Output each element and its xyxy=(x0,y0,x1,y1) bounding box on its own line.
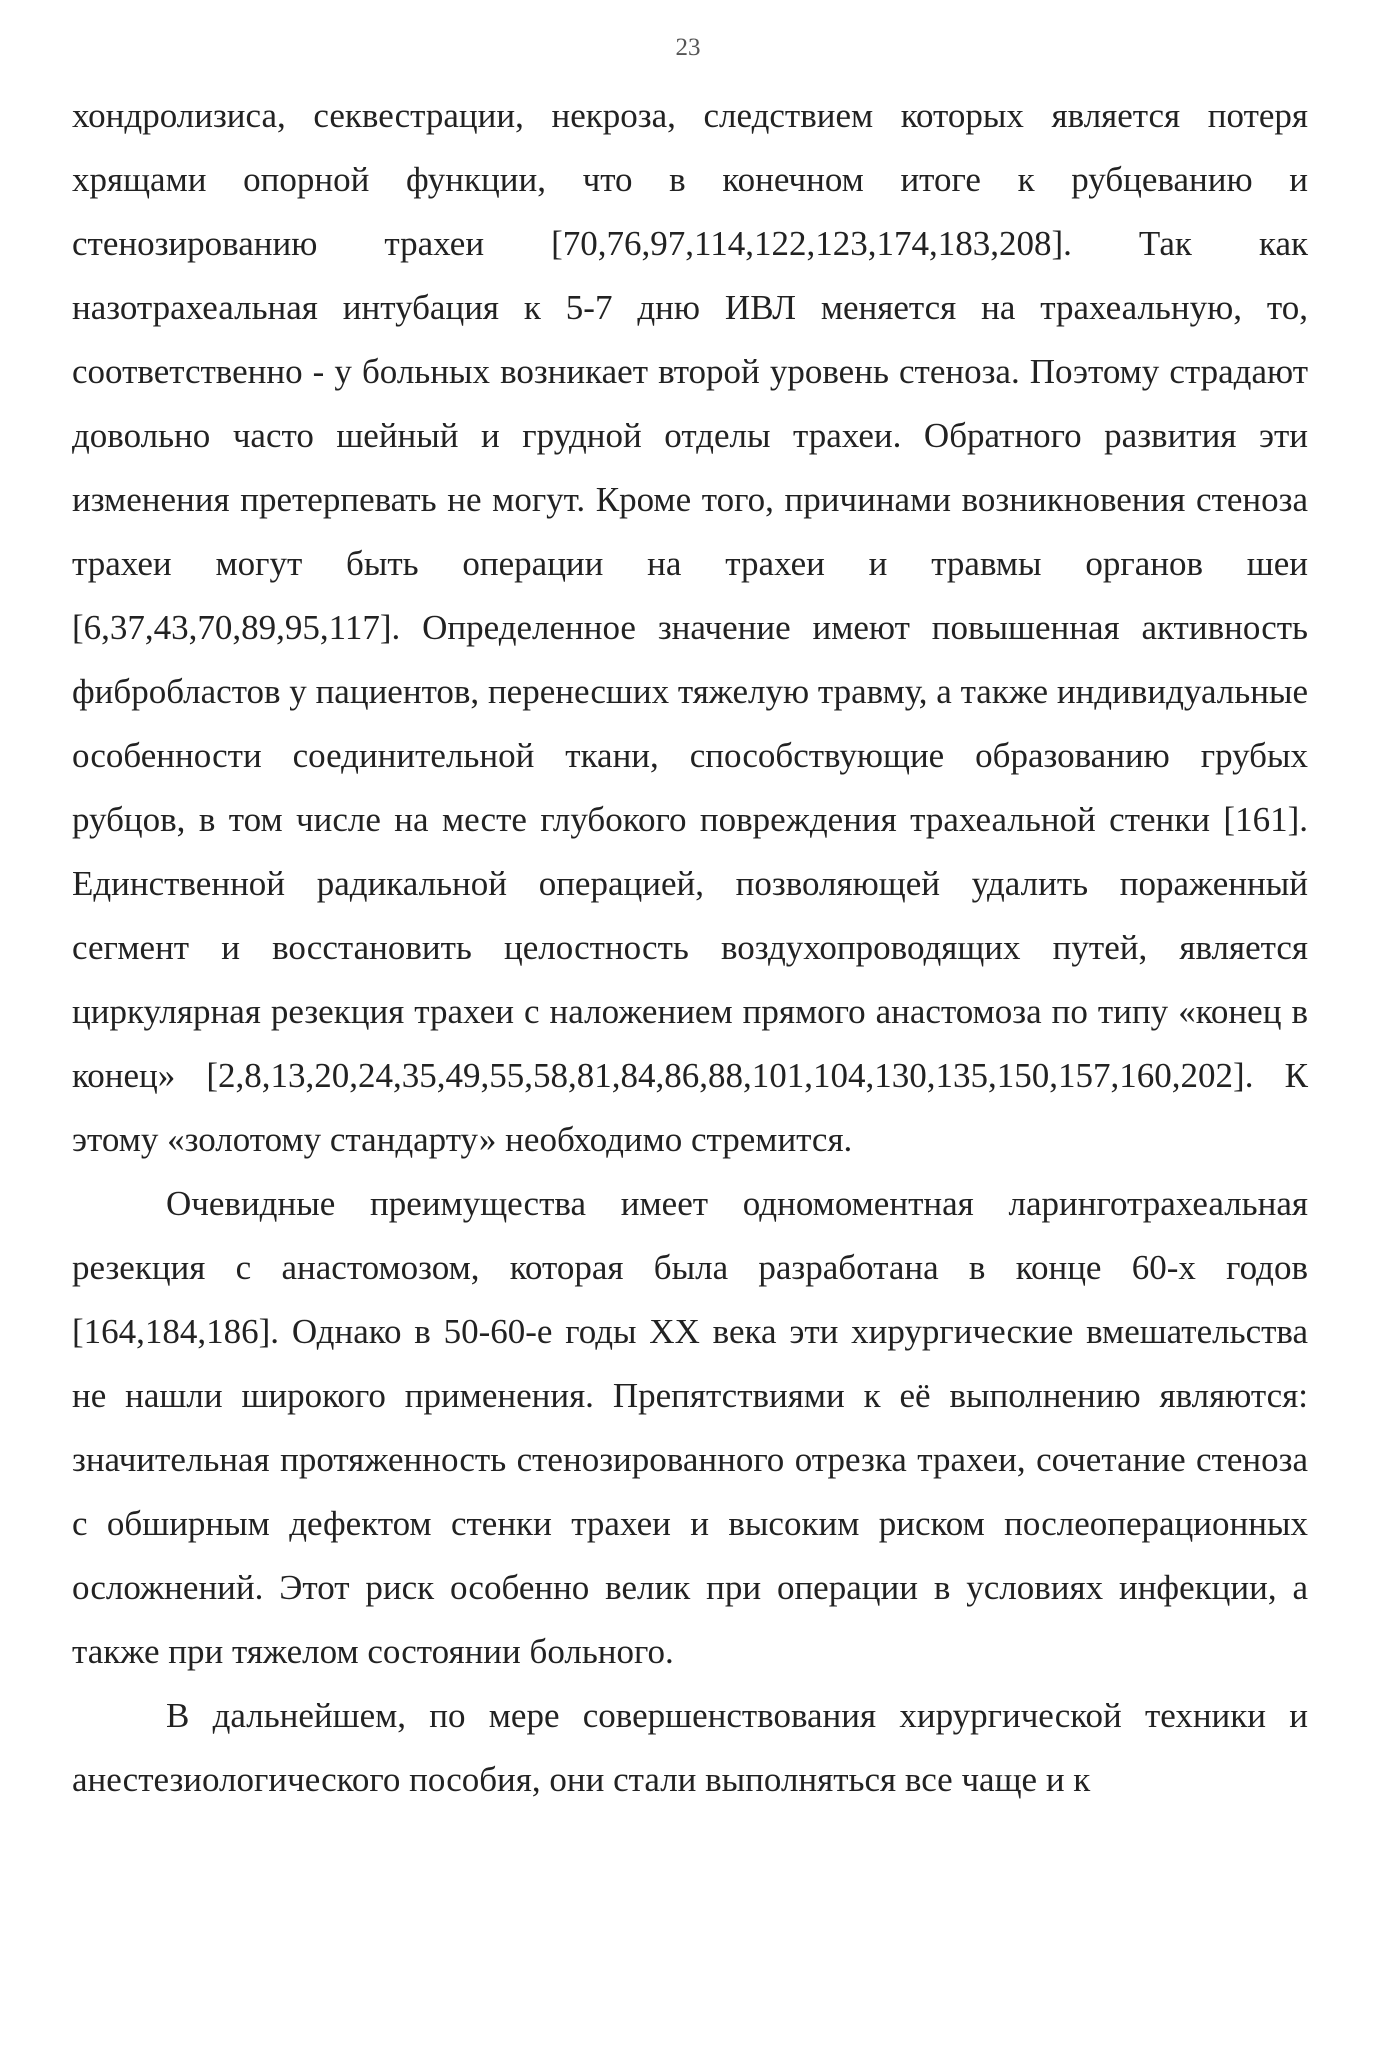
body-text xyxy=(72,84,1308,1812)
page-number: 23 xyxy=(675,34,701,61)
paragraph-1: хондролизиса, секвестрации, некроза, следствием которых является потеря хрящами опорной функции, что в конечном итоге к рубцеванию и стенозированию трахеи [70,76,97,114,122,123,174,183,208]. Так как назотрахеальная интубация к 5-7 дню ИВЛ меняется на трахеальную, то, соответственно - у больных возникает второй уровень стеноза. Поэтому страдают довольно часто шейный и грудной отделы трахеи. Обратного развития эти изменения претерпевать не могут. Кроме того, причинами возникновения стеноза трахеи могут быть операции на трахеи и травмы органов шеи [6,37,43,70,89,95,117]. Определенное значение имеют повышенная активность фибробластов у пациентов, перенесших тяжелую травму, а также индивидуальные особенности соединительной ткани, способствующие образованию грубых рубцов, в том числе на месте глубокого повреждения трахеальной стенки [161]. Единственной радикальной операцией, позволяющей удалить пораженный сегмент и восстановить целостность воздухопроводящих путей, является циркулярная резекция трахеи с наложением прямого анастомоза по типу «конец в конец» [2,8,13,20,24,35,49,55,58,81,84,86,88,101,104,130,135,150,157,160,202]. К этому «золотому стандарту» необходимо стремится. xyxy=(72,96,1308,1159)
paragraph-3: В дальнейшем, по мере совершенствования хирургической техники и анестезиологического пособия, они стали выполняться все чаще и к xyxy=(72,1696,1308,1799)
paragraph-2: Очевидные преимущества имеет одномоментная ларинготрахеальная резекция с анастомозом, которая была разработана в конце 60-х годов [164,184,186]. Однако в 50-60-е годы XX века эти хирургические вмешательства не нашли широкого применения. Препятствиями к её выполнению являются: значительная протяженность стенозированного отрезка трахеи, сочетание стеноза с обширным дефектом стенки трахеи и высоким риском послеоперационных осложнений. Этот риск особенно велик при операции в условиях инфекции, а также при тяжелом состоянии больного. xyxy=(72,1184,1308,1671)
